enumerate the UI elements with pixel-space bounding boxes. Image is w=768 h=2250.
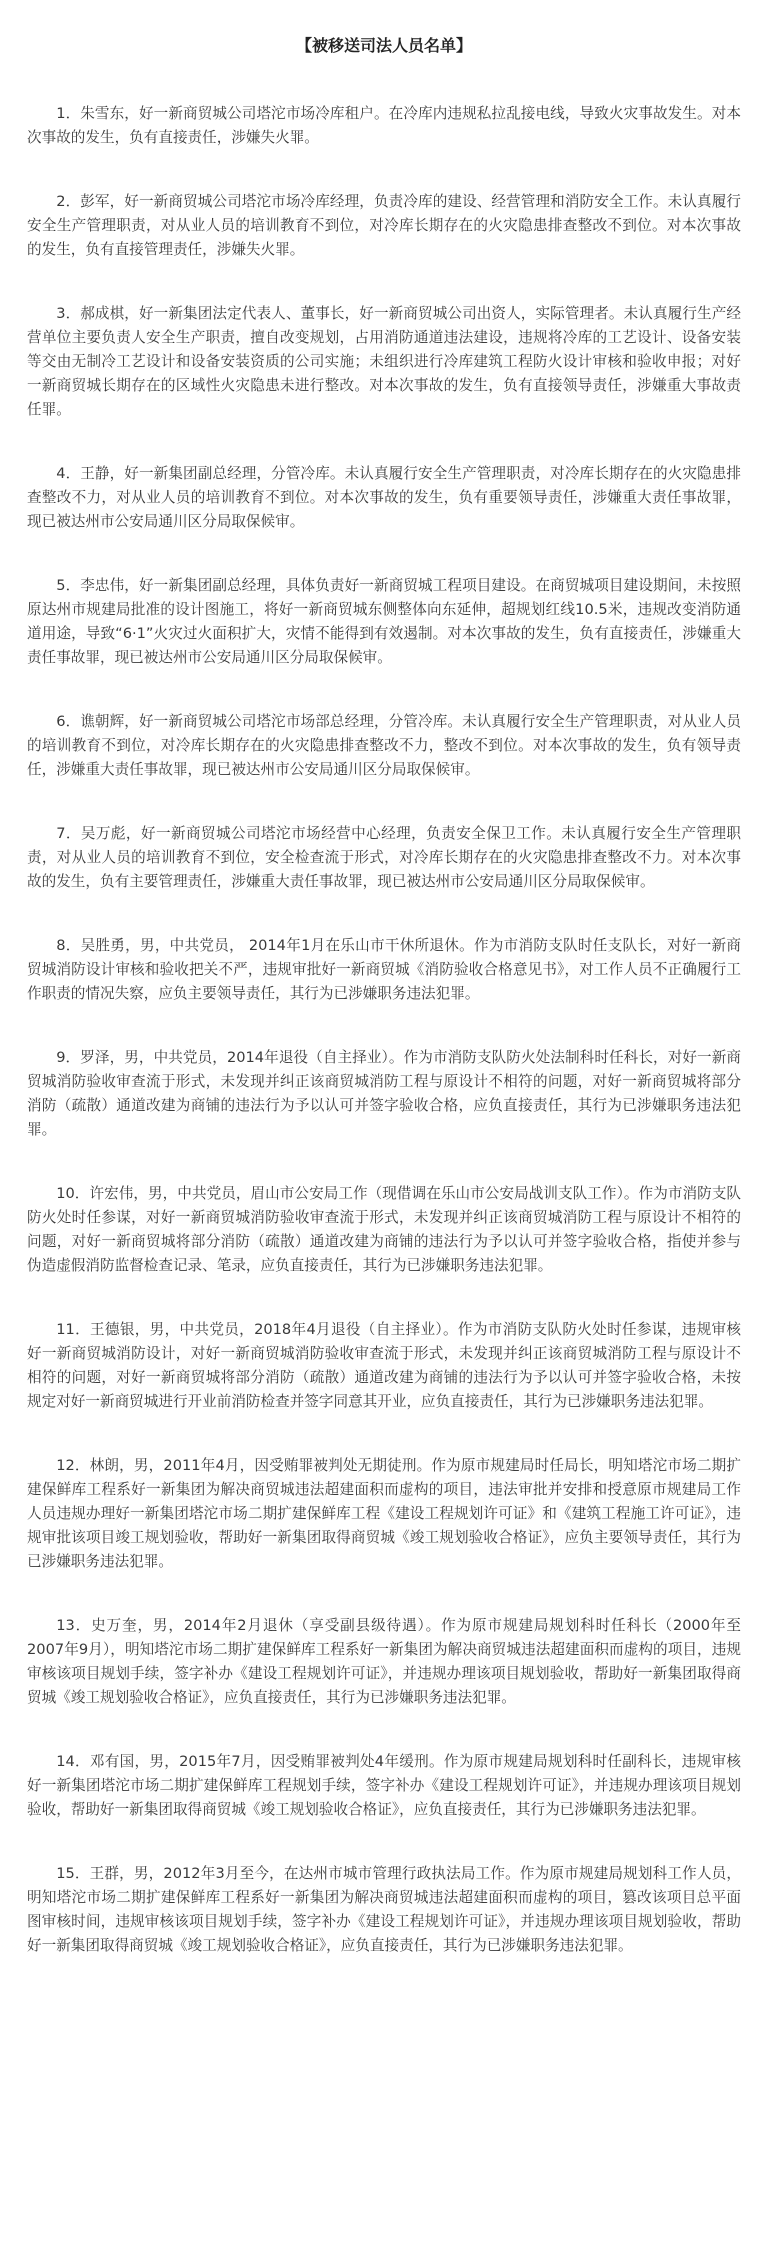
list-item: 6．谯朝辉，好一新商贸城公司塔沱市场部总经理，分管冷库。未认真履行安全生产管理职责，对从业人员的培训教育不到位，对冷库长期存在的火灾隐患排查整改不力，整改不到位。对本次事故的发生，负有领导责任，涉嫌重大责任事故罪，现已被达州市公安局通川区分局取保候审。: [27, 713, 741, 778]
list-item: 11．王德银，男，中共党员，2018年4月退役（自主择业）。作为市消防支队防火处时任参谋，违规审核好一新商贸城消防设计，对好一新商贸城消防验收审查流于形式，未发现并纠正该商贸城消防工程与原设计不相符的问题，对好一新商贸城将部分消防（疏散）通道改建为商铺的违法行为予以认可并签字验收合格，未按规定对好一新商贸城进行开业前消防检查并签字同意其开业，应负直接责任，其行为已涉嫌职务违法犯罪。: [27, 1321, 741, 1410]
list-item: 4．王静，好一新集团副总经理，分管冷库。未认真履行安全生产管理职责，对冷库长期存在的火灾隐患排查整改不力，对从业人员的培训教育不到位。对本次事故的发生，负有重要领导责任，涉嫌重大责任事故罪，现已被达州市公安局通川区分局取保候审。: [27, 465, 741, 530]
list-item: 14．邓有国，男，2015年7月，因受贿罪被判处4年缓刑。作为原市规建局规划科时任副科长，违规审核好一新集团塔沱市场二期扩建保鲜库工程规划手续，签字补办《建设工程规划许可证》，并违规办理该项目规划验收，帮助好一新集团取得商贸城《竣工规划验收合格证》，应负直接责任，其行为已涉嫌职务违法犯罪。: [27, 1753, 741, 1818]
document-title: 【被移送司法人员名单】: [295, 36, 472, 55]
list-item: 13．史万奎，男，2014年2月退休（享受副县级待遇）。作为原市规建局规划科时任科长（2000年至2007年9月），明知塔沱市场二期扩建保鲜库工程系好一新集团为解决商贸城违法超建面积而虚构的项目，违规审核该项目规划手续，签字补办《建设工程规划许可证》，并违规办理该项目规划验收，帮助好一新集团取得商贸城《竣工规划验收合格证》，应负直接责任，其行为已涉嫌职务违法犯罪。: [27, 1617, 741, 1706]
list-item: 3．郝成棋，好一新集团法定代表人、董事长，好一新商贸城公司出资人，实际管理者。未认真履行生产经营单位主要负责人安全生产职责，擅自改变规划，占用消防通道违法建设，违规将冷库的工艺设计、设备安装等交由无制冷工艺设计和设备安装资质的公司实施；未组织进行冷库建筑工程防火设计审核和验收申报；对好一新商贸城长期存在的区域性火灾隐患未进行整改。对本次事故的发生，负有直接领导责任，涉嫌重大事故责任罪。: [27, 305, 741, 418]
list-item: 2．彭军，好一新商贸城公司塔沱市场冷库经理，负责冷库的建设、经营管理和消防安全工作。未认真履行安全生产管理职责，对从业人员的培训教育不到位，对冷库长期存在的火灾隐患排查整改不到位。对本次事故的发生，负有直接管理责任，涉嫌失火罪。: [27, 193, 741, 258]
list-item: 10．许宏伟，男，中共党员，眉山市公安局工作（现借调在乐山市公安局战训支队工作）。作为市消防支队防火处时任参谋，对好一新商贸城消防验收审查流于形式，未发现并纠正该商贸城消防工程与原设计不相符的问题，对好一新商贸城将部分消防（疏散）通道改建为商铺的违法行为予以认可并签字验收合格，指使并参与伪造虚假消防监督检查记录、笔录，应负直接责任，其行为已涉嫌职务违法犯罪。: [27, 1185, 741, 1274]
list-item: 7．吴万彪，好一新商贸城公司塔沱市场经营中心经理，负责安全保卫工作。未认真履行安全生产管理职责，对从业人员的培训教育不到位，安全检查流于形式，对冷库长期存在的火灾隐患排查整改不力。对本次事故的发生，负有主要管理责任，涉嫌重大责任事故罪，现已被达州市公安局通川区分局取保候审。: [27, 825, 741, 890]
list-item: 1．朱雪东，好一新商贸城公司塔沱市场冷库租户。在冷库内违规私拉乱接电线，导致火灾事故发生。对本次事故的发生，负有直接责任，涉嫌失火罪。: [27, 105, 741, 146]
list-item: 5．李忠伟，好一新集团副总经理，具体负责好一新商贸城工程项目建设。在商贸城项目建设期间，未按照原达州市规建局批准的设计图施工，将好一新商贸城东侧整体向东延伸，超规划红线10.5米，违规改变消防通道用途，导致“6·1”火灾过火面积扩大，灾情不能得到有效遏制。对本次事故的发生，负有直接责任，涉嫌重大责任事故罪，现已被达州市公安局通川区分局取保候审。: [27, 577, 741, 666]
list-item: 15．王群，男，2012年3月至今，在达州市城市管理行政执法局工作。作为原市规建局规划科工作人员，明知塔沱市场二期扩建保鲜库工程系好一新集团为解决商贸城违法超建面积而虚构的项目，篡改该项目总平面图审核时间，违规审核该项目规划手续，签字补办《建设工程规划许可证》，并违规办理该项目规划验收，帮助好一新集团取得商贸城《竣工规划验收合格证》，应负直接责任，其行为已涉嫌职务违法犯罪。: [27, 1865, 741, 1954]
list-item: 9．罗泽，男，中共党员，2014年退役（自主择业）。作为市消防支队防火处法制科时任科长，对好一新商贸城消防验收审查流于形式，未发现并纠正该商贸城消防工程与原设计不相符的问题，对好一新商贸城将部分消防（疏散）通道改建为商铺的违法行为予以认可并签字验收合格，应负直接责任，其行为已涉嫌职务违法犯罪。: [27, 1049, 741, 1138]
personnel-list: [27, 102, 741, 1958]
list-item: 12．林朗，男，2011年4月，因受贿罪被判处无期徒刑。作为原市规建局时任局长，明知塔沱市场二期扩建保鲜库工程系好一新集团为解决商贸城违法超建面积而虚构的项目，违法审批并安排和授意原市规建局工作人员违规办理好一新集团塔沱市场二期扩建保鲜库工程《建设工程规划许可证》和《建筑工程施工许可证》，违规审批该项目竣工规划验收，帮助好一新集团取得商贸城《竣工规划验收合格证》，应负主要领导责任，其行为已涉嫌职务违法犯罪。: [27, 1457, 741, 1570]
list-item: 8．吴胜勇，男，中共党员， 2014年1月在乐山市干休所退休。作为市消防支队时任支队长，对好一新商贸城消防设计审核和验收把关不严，违规审批好一新商贸城《消防验收合格意见书》，对工作人员不正确履行工作职责的情况失察，应负主要领导责任，其行为已涉嫌职务违法犯罪。: [27, 937, 741, 1002]
